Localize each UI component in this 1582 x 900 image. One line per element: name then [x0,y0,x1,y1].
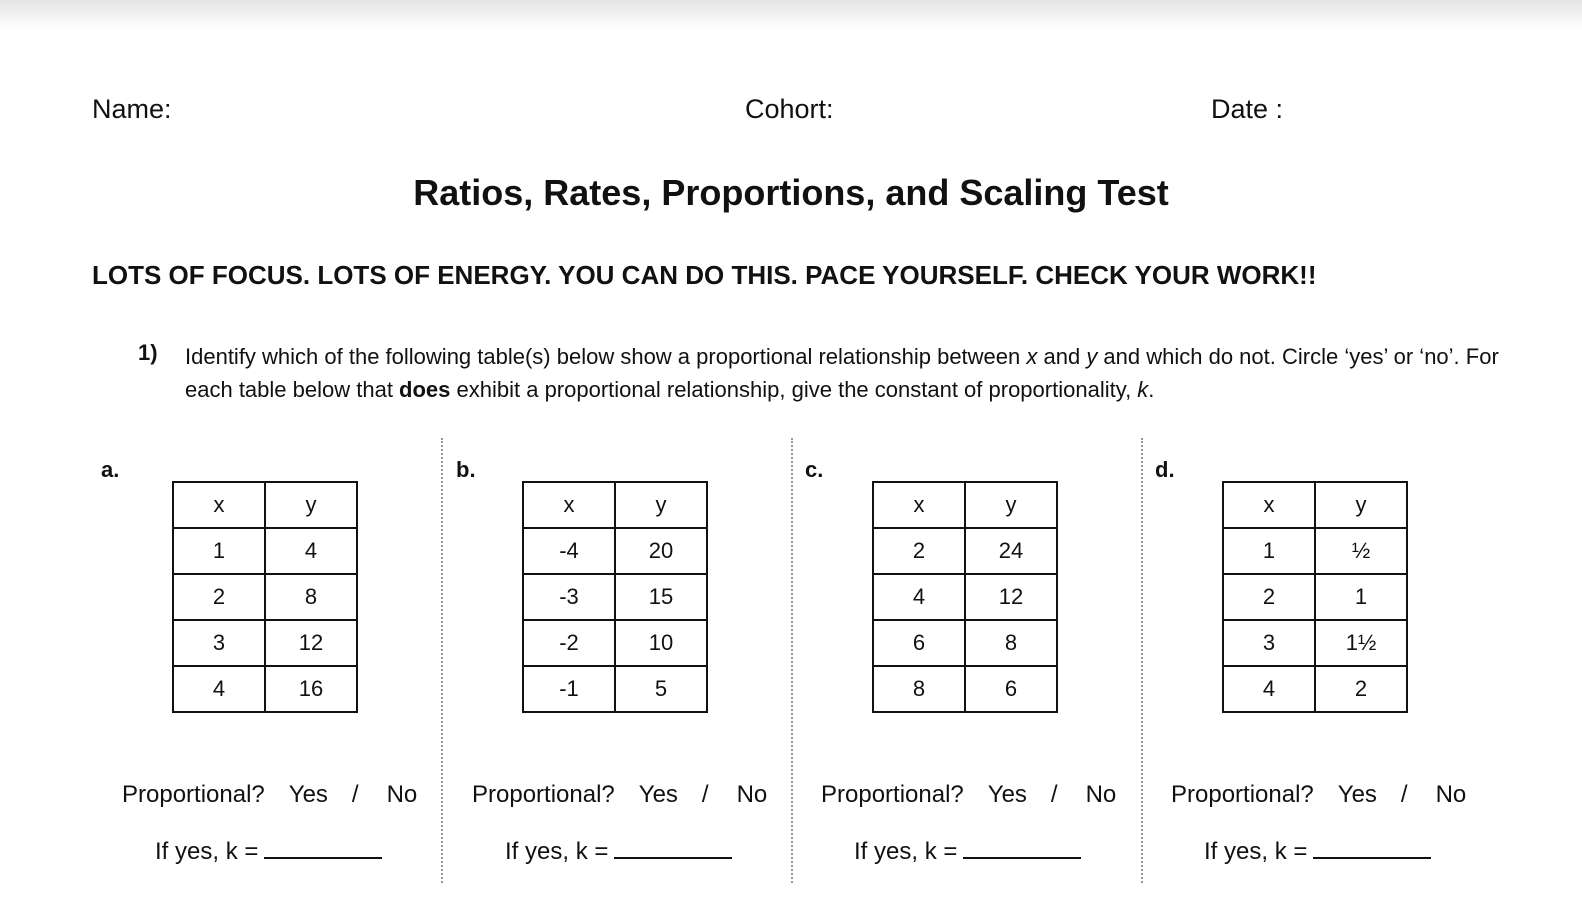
table-row [1223,620,1407,666]
cell-y: 12 [965,574,1057,620]
cell-x: 4 [173,666,265,712]
table-row [173,666,357,712]
k-label: If yes, k = [1204,838,1308,865]
cell-y: 8 [265,574,357,620]
cell-x: 3 [173,620,265,666]
question-text-part2: and which do not. Circle ‘yes’ or ‘no’. For each table below that [185,344,1499,402]
slash-separator: / [1050,781,1058,808]
k-answer-a [155,835,382,866]
date-label: Date : [1211,94,1284,124]
cell-x: -2 [523,620,615,666]
question-text-end: . [1148,377,1155,402]
cell-y: 1½ [1315,620,1407,666]
cell-y: 4 [265,528,357,574]
yes-option[interactable]: Yes [1337,781,1377,808]
slash-separator: / [1400,781,1408,808]
k-answer-c [854,835,1081,866]
cell-y: 12 [265,620,357,666]
table-a-letter: a. [101,457,120,482]
question-text-part1: Identify which of the following table(s) below show a proportional relationship between [185,344,1027,369]
table-row [873,666,1057,712]
table-row [173,528,357,574]
table-header-row [523,482,707,528]
divider-2 [791,438,793,883]
proportional-question-b [472,781,767,809]
cell-x: -1 [523,666,615,712]
k-answer-b [505,835,732,866]
table-row [1223,574,1407,620]
table-header-row [873,482,1057,528]
proportional-label: Proportional? [472,781,615,808]
k-label: If yes, k = [854,838,958,865]
cell-x: 4 [1223,666,1315,712]
divider-1 [441,438,443,883]
page-title: Ratios, Rates, Proportions, and Scaling Test [413,172,1169,213]
cell-y: 6 [965,666,1057,712]
table-b-letter: b. [456,457,476,482]
cell-y: 5 [615,666,707,712]
table-row [523,666,707,712]
header-y: y [265,482,357,528]
top-shadow-bar [0,0,1582,30]
cell-y: 15 [615,574,707,620]
proportional-question-c [821,781,1116,809]
cell-y: 1 [1315,574,1407,620]
table-row [1223,666,1407,712]
table-row [523,574,707,620]
table-c-letter: c. [805,457,824,482]
question-text-part3: exhibit a proportional relationship, give the constant of proportionality, [450,377,1138,402]
question-text-and: and [1037,344,1087,369]
header-y: y [615,482,707,528]
divider-3 [1141,438,1143,883]
cell-y: 16 [265,666,357,712]
table-row [1223,528,1407,574]
question-number: 1) [138,340,158,365]
variable-x: x [1026,344,1038,369]
cell-x: 6 [873,620,965,666]
yes-option[interactable]: Yes [987,781,1027,808]
yes-option[interactable]: Yes [288,781,328,808]
variable-k: k [1137,377,1149,402]
motto-banner: LOTS OF FOCUS. LOTS OF ENERGY. YOU CAN DO THIS. PACE YOURSELF. CHECK YOUR WORK!! [92,260,1317,290]
cell-x: -4 [523,528,615,574]
table-row [873,528,1057,574]
table-d-letter: d. [1155,457,1175,482]
header-y: y [1315,482,1407,528]
cell-x: -3 [523,574,615,620]
variable-y: y [1086,344,1098,369]
proportional-label: Proportional? [122,781,265,808]
table-row [173,620,357,666]
cell-y: 24 [965,528,1057,574]
name-label: Name: [92,94,172,124]
cell-x: 2 [1223,574,1315,620]
k-answer-blank[interactable] [264,835,382,859]
proportional-label: Proportional? [1171,781,1314,808]
cell-x: 8 [873,666,965,712]
table-header-row [1223,482,1407,528]
table-b [522,481,708,713]
header-x: x [1223,482,1315,528]
no-option[interactable]: No [1085,781,1117,808]
header-x: x [173,482,265,528]
k-answer-d [1204,835,1431,866]
header-x: x [873,482,965,528]
proportional-question-d [1171,781,1466,809]
proportional-question-a [122,781,417,809]
cell-y: 10 [615,620,707,666]
k-answer-blank[interactable] [614,835,732,859]
yes-option[interactable]: Yes [638,781,678,808]
no-option[interactable]: No [736,781,768,808]
cohort-label: Cohort: [745,94,834,124]
table-row [523,620,707,666]
slash-separator: / [351,781,359,808]
header-x: x [523,482,615,528]
question-text [185,340,1515,406]
cell-x: 2 [873,528,965,574]
no-option[interactable]: No [1435,781,1467,808]
cell-y: 20 [615,528,707,574]
table-a [172,481,358,713]
table-row [873,574,1057,620]
table-header-row [173,482,357,528]
k-label: If yes, k = [155,838,259,865]
cell-y: 8 [965,620,1057,666]
k-answer-blank[interactable] [963,835,1081,859]
proportional-label: Proportional? [821,781,964,808]
table-d [1222,481,1408,713]
k-label: If yes, k = [505,838,609,865]
cell-y: ½ [1315,528,1407,574]
no-option[interactable]: No [386,781,418,808]
slash-separator: / [701,781,709,808]
k-answer-blank[interactable] [1313,835,1431,859]
table-c [872,481,1058,713]
emphasis-does: does [399,377,451,402]
header-y: y [965,482,1057,528]
table-row [873,620,1057,666]
cell-x: 3 [1223,620,1315,666]
cell-x: 1 [173,528,265,574]
cell-x: 4 [873,574,965,620]
table-row [523,528,707,574]
table-row [173,574,357,620]
cell-x: 2 [173,574,265,620]
cell-x: 1 [1223,528,1315,574]
cell-y: 2 [1315,666,1407,712]
